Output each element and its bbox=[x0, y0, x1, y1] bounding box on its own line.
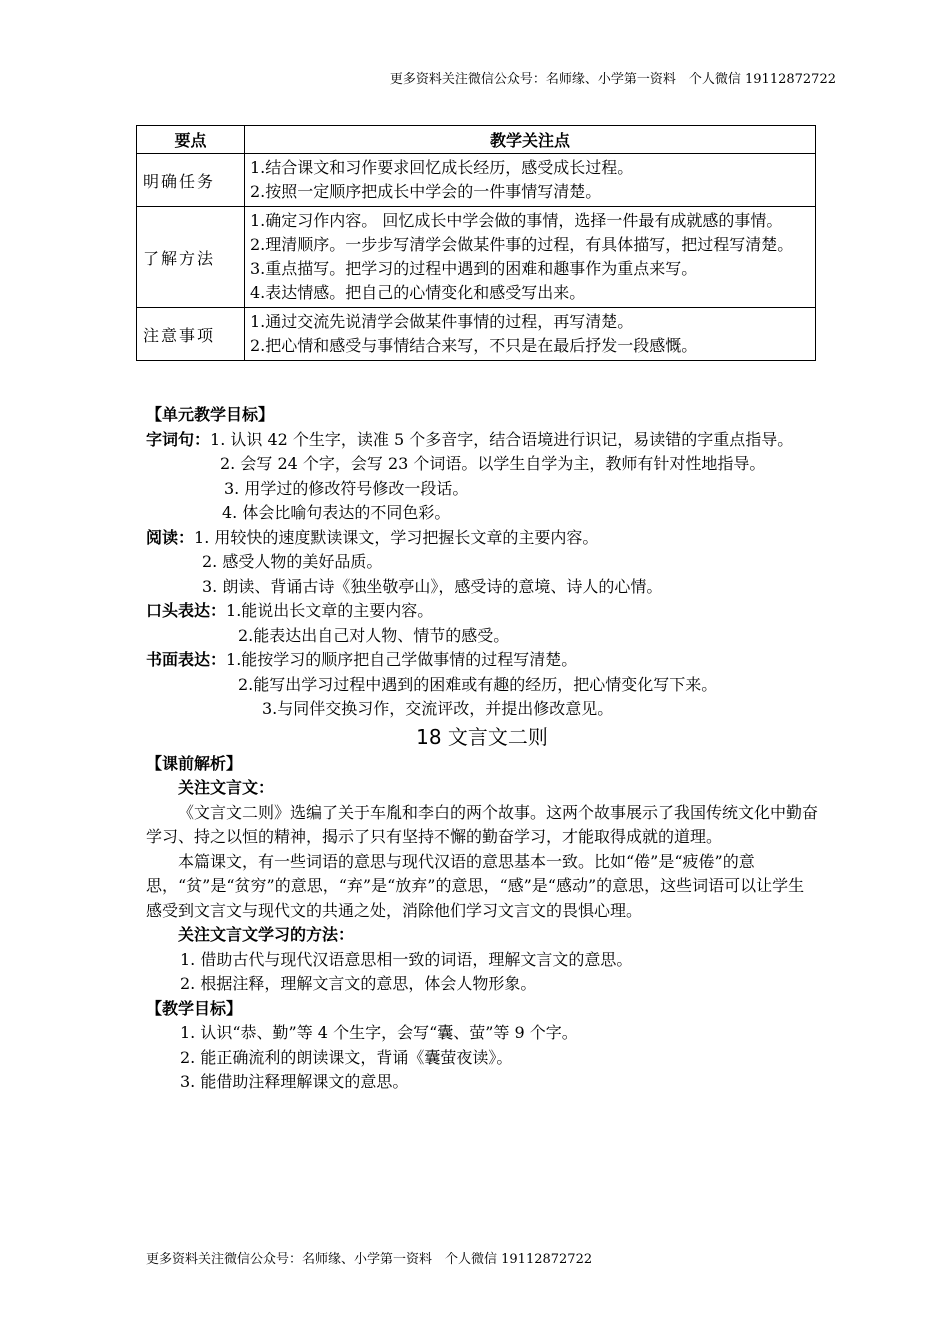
table-line: 2.理清顺序。一步步写清学会做某件事的过程，有具体描写，把过程写清楚。 bbox=[250, 235, 794, 254]
table-line: 4.表达情感。把自己的心情变化和感受写出来。 bbox=[250, 283, 586, 302]
paragraph: 本篇课文，有一些词语的意思与现代汉语的意思基本一致。比如“倦”是“疲倦”的意思，“贫”是“贫穷”的意思，“弃”是“放弃”的意思，“感”是“感动”的意思，这些词语可以让学生感受到文言文与现代文的共通之处，消除他们学习文言文的畏惧心理。 bbox=[146, 851, 805, 920]
yd-item: 3. 朗读、背诵古诗《独坐敬亭山》，感受诗的意境、诗人的心情。 bbox=[202, 576, 663, 596]
table-line: 1.通过交流先说清学会做某件事情的过程，再写清楚。 bbox=[250, 312, 634, 331]
kt-item: 2.能表达出自己对人物、情节的感受。 bbox=[238, 625, 510, 645]
paragraph: 《文言文二则》选编了关于车胤和李白的两个故事。这两个故事展示了我国传统文化中勤奋学习、持之以恒的精神，揭示了只有坚持不懈的勤奋学习，才能取得成就的道理。 bbox=[146, 802, 819, 846]
sm-text: 1.能按学习的顺序把自己学做事情的过程写清楚。 bbox=[226, 650, 578, 669]
table-line: 2.按照一定顺序把成长中学会的一件事情写清楚。 bbox=[250, 182, 602, 201]
yd-text: 1. 用较快的速度默读课文，学习把握长文章的主要内容。 bbox=[194, 527, 599, 547]
sm-label: 书面表达： bbox=[146, 650, 227, 669]
goal-item: 3. 能借助注释理解课文的意思。 bbox=[180, 1072, 409, 1091]
focus-classical-title: 关注文言文： bbox=[178, 778, 275, 797]
table-row bbox=[137, 207, 816, 308]
table-row-value bbox=[245, 207, 816, 308]
table-header-focus: 教学关注点 bbox=[245, 126, 816, 154]
sm-item bbox=[146, 648, 818, 673]
table-row-key: 注意事项 bbox=[137, 308, 245, 361]
goal-item: 2. 能正确流利的朗读课文，背诵《囊萤夜读》。 bbox=[180, 1047, 513, 1067]
table-row bbox=[137, 308, 816, 361]
zcj-item bbox=[146, 428, 818, 453]
table-line: 3.重点描写。把学习的过程中遇到的困难和趣事作为重点来写。 bbox=[250, 259, 698, 278]
zcj-item: 3. 用学过的修改符号修改一段话。 bbox=[224, 478, 469, 498]
kt-item bbox=[146, 599, 818, 624]
footer-note: 更多资料关注微信公众号：名师缘、小学第一资料 个人微信 19112872722 bbox=[146, 1252, 593, 1267]
unit-goals-title: 【单元教学目标】 bbox=[146, 405, 275, 424]
table-line: 2.把心情和感受与事情结合来写，不只是在最后抒发一段感慨。 bbox=[250, 336, 698, 355]
lesson-title: 18 文言文二则 bbox=[416, 724, 548, 749]
teaching-goals-title: 【教学目标】 bbox=[146, 998, 243, 1018]
zcj-item: 2. 会写 24 个字，会写 23 个词语。以学生自学为主，教师有针对性地指导。 bbox=[220, 454, 766, 473]
table-row bbox=[137, 154, 816, 207]
yd-item: 2. 感受人物的美好品质。 bbox=[202, 552, 383, 571]
zcj-text: 1. 认识 42 个生字，读准 5 个多音字，结合语境进行识记，易读错的字重点指导。 bbox=[210, 429, 794, 449]
table-row-value bbox=[245, 154, 816, 207]
table-header-key: 要点 bbox=[137, 126, 245, 154]
table-row-key: 明确任务 bbox=[137, 154, 245, 207]
focus-method-title: 关注文言文学习的方法： bbox=[178, 925, 355, 944]
kt-label: 口头表达： bbox=[146, 601, 227, 620]
sm-item: 3.与同伴交换习作，交流评改，并提出修改意见。 bbox=[262, 699, 614, 718]
kt-text: 1.能说出长文章的主要内容。 bbox=[226, 601, 434, 620]
document-body bbox=[146, 403, 818, 1095]
table-line: 1.确定习作内容。 回忆成长中学会做的事情，选择一件最有成就感的事情。 bbox=[250, 211, 783, 230]
sm-item: 2.能写出学习过程中遇到的困难或有趣的经历，把心情变化写下来。 bbox=[238, 674, 718, 694]
table-line: 1.结合课文和习作要求回忆成长经历，感受成长过程。 bbox=[250, 158, 634, 177]
goal-item: 1. 认识“恭、勤”等 4 个生字，会写“囊、萤”等 9 个字。 bbox=[180, 1023, 578, 1042]
teaching-focus-table bbox=[136, 125, 816, 361]
zcj-label: 字词句： bbox=[146, 429, 211, 449]
yd-label: 阅读： bbox=[146, 527, 195, 547]
table-row-key: 了解方法 bbox=[137, 207, 245, 308]
header-note: 更多资料关注微信公众号：名师缘、小学第一资料 个人微信 19112872722 bbox=[389, 72, 836, 87]
pre-analysis-title: 【课前解析】 bbox=[146, 753, 243, 773]
yd-item bbox=[146, 526, 818, 551]
table-header-row bbox=[137, 126, 816, 154]
method-item: 1. 借助古代与现代汉语意思相一致的词语，理解文言文的意思。 bbox=[180, 949, 633, 969]
method-item: 2. 根据注释，理解文言文的意思，体会人物形象。 bbox=[180, 974, 537, 993]
zcj-item: 4. 体会比喻句表达的不同色彩。 bbox=[222, 503, 451, 522]
table-row-value bbox=[245, 308, 816, 361]
